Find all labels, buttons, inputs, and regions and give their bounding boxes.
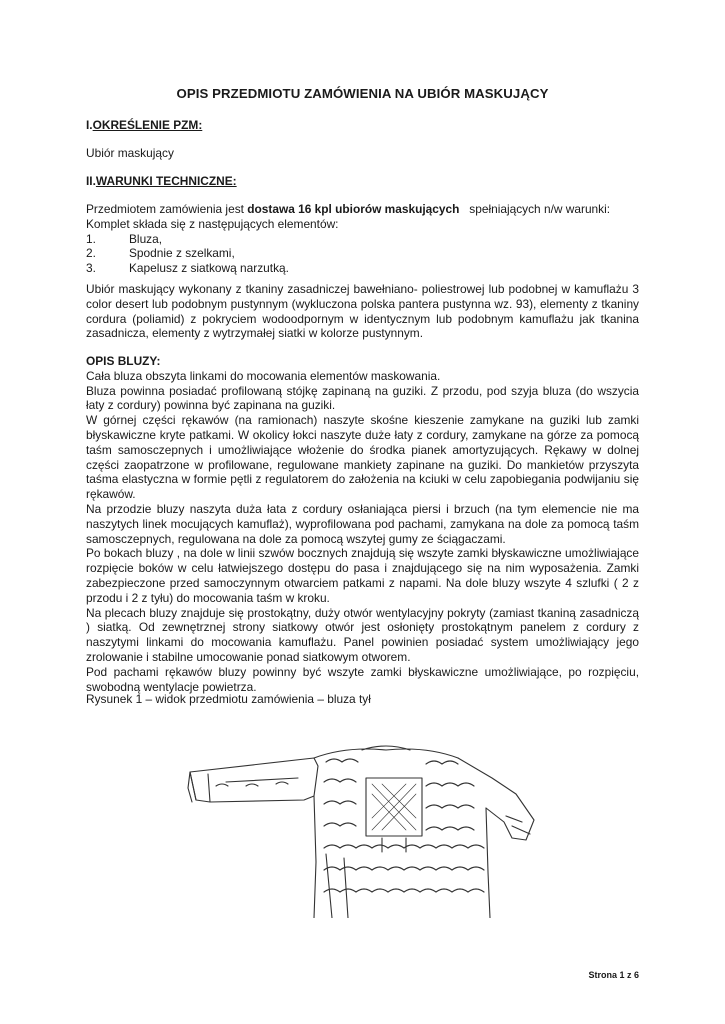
bluza-paragraph-4: Na przodzie bluzy naszyta duża łata z cordury osłaniająca piersi i brzuch (na tym elemencie nie ma naszytych linek mocujących kamuflaż), wyprofilowana pod pachami, zamykana na dole za pomocą taśm samosczepnych, regulowana na dole za pomocą wszytej gumy ze ściągaczami. bbox=[86, 501, 639, 546]
list-item-text: Bluza, bbox=[129, 231, 163, 246]
figure-caption: Rysunek 1 – widok przedmiotu zamówienia – bluza tył bbox=[86, 692, 371, 706]
list-item bbox=[86, 232, 639, 247]
document-title: OPIS PRZEDMIOTU ZAMÓWIENIA NA UBIÓR MASKUJĄCY bbox=[176, 86, 549, 101]
materials-paragraph: Ubiór maskujący wykonany z tkaniny zasadniczej bawełniano- poliestrowej lub podobnej w kamuflażu 3 color desert lub podobnym pustynnym (wykluczona polska pantera pustynna wz. 93), elementy z tkaniny cordura (poliamid) z pokryciem wodoodpornym w identycznym lub podobnym kamuflażu jak tkanina zasadnicza, elementy z wytrzymałej siatki w kolorze pustynnym. bbox=[86, 282, 639, 341]
sleeve-wave bbox=[216, 782, 288, 786]
torso-right-edge bbox=[486, 808, 490, 918]
bluza-paragraph-1: Cała bluza obszyta linkami do mocowania elementów maskowania. bbox=[86, 368, 441, 383]
cuff-left bbox=[188, 772, 210, 802]
list-item-text: Kapelusz z siatkową narzutką. bbox=[129, 261, 289, 276]
intro-line-2: Komplet składa się z następujących elementów: bbox=[86, 216, 339, 231]
section-1-title: OKREŚLENIE PZM: bbox=[92, 118, 203, 132]
bluza-paragraph-7: Pod pachami rękawów bluzy powinny być wszyte zamki błyskawiczne umożliwiające, po rozpięciu, swobodną wentylacje powietrza. bbox=[86, 664, 639, 694]
section-1-text: Ubiór maskujący bbox=[86, 146, 174, 160]
list-item bbox=[86, 246, 639, 261]
torso-left-edge bbox=[314, 796, 316, 918]
side-zipper bbox=[326, 854, 348, 918]
list-item-number: 2. bbox=[86, 246, 96, 261]
list-item-text: Spodnie z szelkami, bbox=[129, 246, 235, 261]
bluza-paragraph-5: Po bokach bluzy , na dole w linii szwów bocznych znajdują się wszyte zamki błyskawiczne umożliwiające rozpięcie boków w celu łatwiejszego dostępu do pasa i znajdującego się na nim wyposażenia. Zamki zabezpieczone przed samoczynnym otwarciem patkami z napami. Na dole bluzy wszyte 4 szlufki ( 2 z przodu i 2 z tyłu) do mocowania taśm w kroku. bbox=[86, 546, 639, 605]
list-item-number: 1. bbox=[86, 231, 96, 246]
bluza-paragraph-6: Na plecach bluzy znajduje się prostokątny, duży otwór wentylacyjny pokryty (zamiast tkaniną zasadniczą ) siatką. Od zewnętrznej strony siatkowy otwór jest osłonięty prostokątnym panelem z cordury z naszytymi linkami do mocowania kamuflażu. Panel powinien posiadać system umożliwiający jego zrolowanie i stabilne umocowanie ponad siatkowym otworem. bbox=[86, 605, 639, 664]
intro-text-b: spełniających n/w warunki: bbox=[459, 202, 611, 216]
intro-bold: dostawa 16 kpl ubiorów maskujących bbox=[247, 202, 460, 216]
section-2-heading bbox=[86, 174, 639, 189]
section-1-heading bbox=[86, 118, 639, 133]
list-item bbox=[86, 261, 639, 276]
intro-text-a: Przedmiotem zamówienia jest bbox=[86, 202, 248, 216]
section-2-intro bbox=[86, 202, 639, 276]
section-2-title: WARUNKI TECHNICZNE: bbox=[95, 174, 237, 188]
page-number: Strona 1 z 6 bbox=[588, 970, 639, 980]
section-1-prefix: I. bbox=[86, 118, 93, 132]
intro-line-1 bbox=[86, 202, 639, 217]
bluza-heading: OPIS BLUZY: bbox=[86, 354, 161, 368]
list-item-number: 3. bbox=[86, 261, 96, 276]
bluza-section bbox=[86, 354, 639, 694]
bluza-paragraph-3: W górnej części rękawów (na ramionach) naszyte skośne kieszenie zamykane na guziki lub zamki błyskawiczne kryte patkami. W okolicy łokci naszyte duże łaty z cordury, zamykane na górze za pomocą taśm samosczepnych i umożliwiające włożenie do środka pianek amortyzujących. Rękawy w dolnej części zaopatrzone w profilowane, regulowane mankiety zapinane na guziki. Do mankietów przyszyta taśma elastyczna w formie pętli z regulatorem do założenia na kciuki w celu zapobiegania podwijaniu się rękawów. bbox=[86, 413, 639, 502]
section-2-prefix: II. bbox=[86, 174, 96, 188]
collar-line bbox=[314, 749, 458, 758]
jacket-back-sketch bbox=[186, 742, 538, 918]
bluza-paragraph-2: Bluza powinna posiadać profilowaną stójkę zapinaną na guziki. Z przodu, pod szyja bluza (do wszycia łaty z cordury) powinna być zapinana na guziki. bbox=[86, 383, 639, 413]
